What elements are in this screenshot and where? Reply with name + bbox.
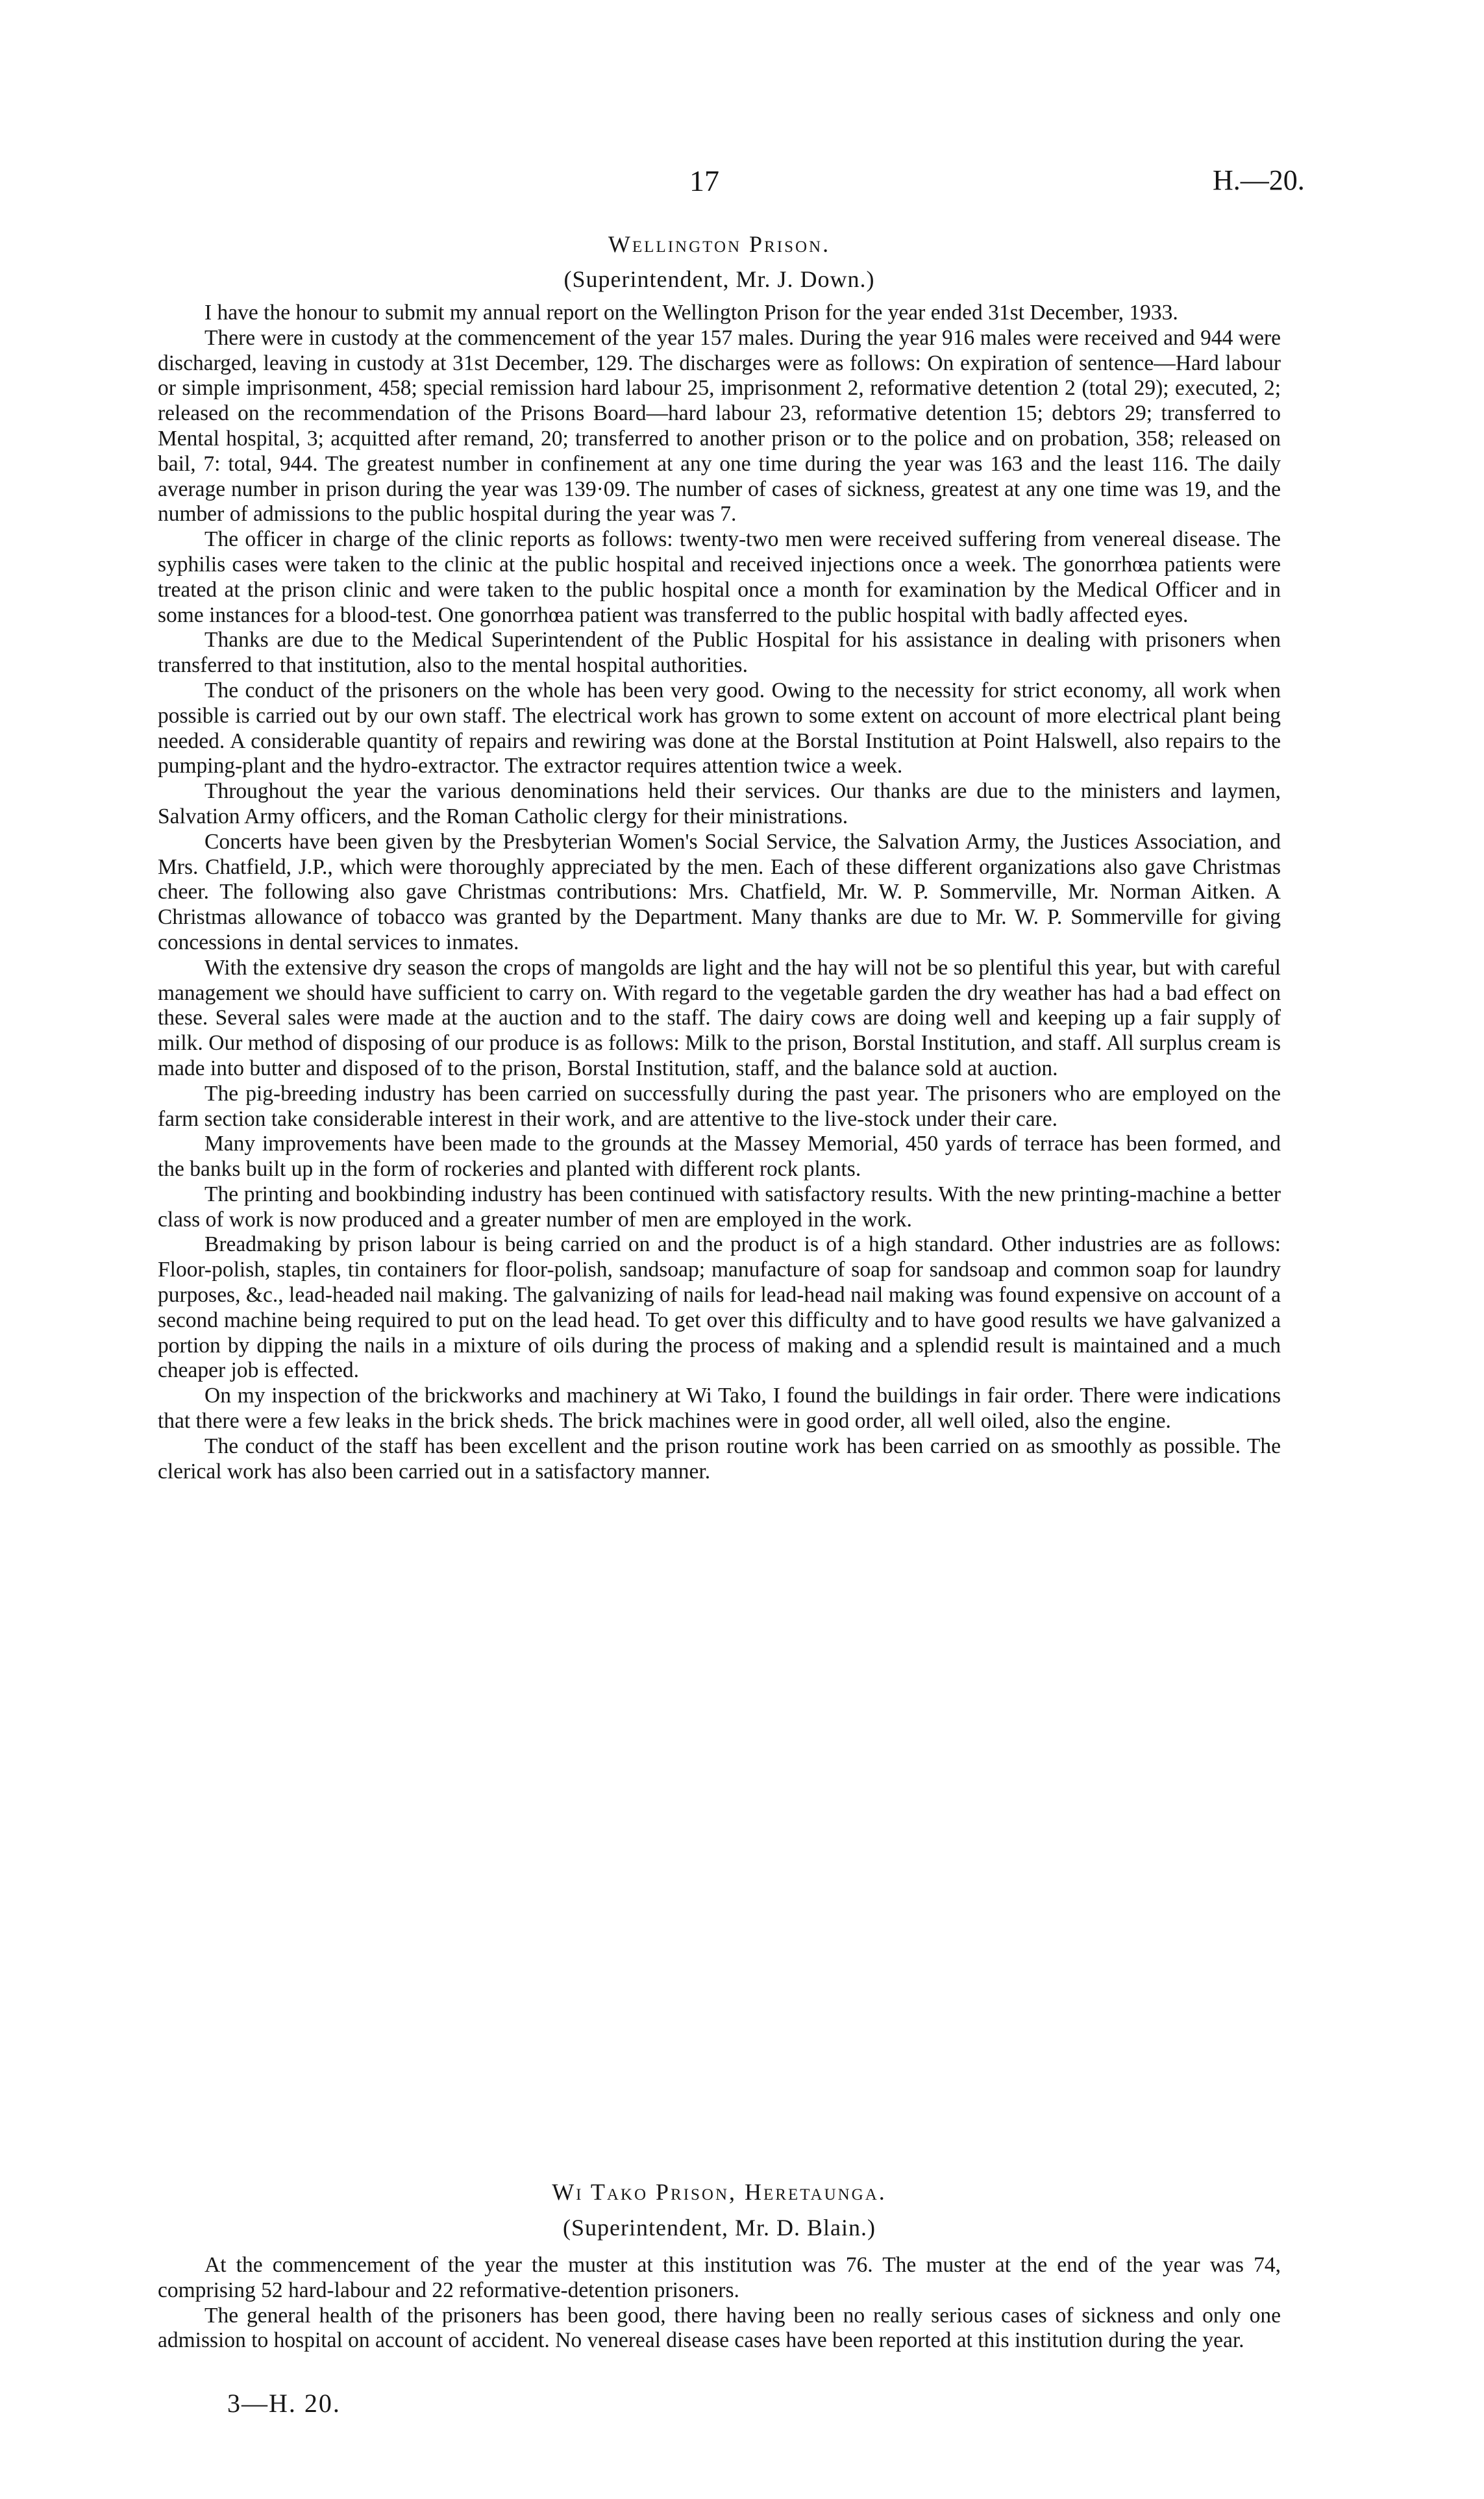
paragraph: The conduct of the prisoners on the whole has been very good. Owing to the necessity for strict economy, all work when possible is carried out by our own staff. The electrical work has grown to some extent on account of more electrical plant being needed. A considerable quantity of repairs and rewiring was done at the Borstal Institution at Point Halswell, also repairs to the pumping-plant and the hydro-extractor. The extractor requires attention twice a week. [158,678,1281,778]
paragraph: Thanks are due to the Medical Superintendent of the Public Hospital for his assistance in dealing with prisoners when transferred to that institution, also to the mental hospital authorities. [158,628,1281,678]
paragraph: I have the honour to submit my annual report on the Wellington Prison for the year ended 31st December, 1933. [204,301,1178,325]
section-title-witako: Wi Tako Prison, Heretaunga. [552,2179,887,2205]
paragraph: On my inspection of the brickworks and machinery at Wi Tako, I found the buildings in fair order. There were indications that there were a few leaks in the brick sheds. The brick machines were in good order, all well oiled, also the engine. [158,1384,1281,1434]
page-number: 17 [689,164,719,197]
signature-reference: 3—H. 20. [227,2389,341,2418]
paragraph: Concerts have been given by the Presbyterian Women's Social Service, the Salvation Army, the Justices Association, and Mrs. Chatfield, J.P., which were thoroughly appreciated by the men. Each of these different organizations also gave Christmas cheer. The following also gave Christmas contributions: Mrs. Chatfield, Mr. W. P. Sommerville, Mr. Norman Aitken. A Christmas allowance of tobacco was granted by the Department. Many thanks are due to Mr. W. P. Sommerville for giving concessions in dental services to inmates. [158,829,1281,954]
report-code: H.—20. [1213,164,1305,196]
witako-report-body [158,2253,1281,2354]
section-title-wellington: Wellington Prison. [608,231,831,257]
wellington-report-body [158,301,1281,1484]
superintendent-witako: (Superintendent, Mr. D. Blain.) [563,2215,876,2241]
paragraph: The officer in charge of the clinic reports as follows: twenty-two men were received suffering from venereal disease. The syphilis cases were taken to the clinic at the public hospital and received injections once a week. The gonorrhœa patients were treated at the prison clinic and were taken to the public hospital once a month for examination by the Medical Officer and in some instances for a blood-test. One gonorrhœa patient was transferred to the public hospital with badly affected eyes. [158,527,1281,627]
paragraph: At the commencement of the year the muster at this institution was 76. The muster at the end of the year was 74, comprising 52 hard-labour and 22 reformative-detention prisoners. [158,2253,1281,2302]
paragraph: Many improvements have been made to the grounds at the Massey Memorial, 450 yards of terrace has been formed, and the banks built up in the form of rockeries and planted with different rock plants. [158,1132,1281,1182]
paragraph: Breadmaking by prison labour is being carried on and the product is of a high standard. Other industries are as follows: Floor-polish, staples, tin containers for floor-polish, sandsoap; manufacture of soap for sandsoap and common soap for laundry purposes, &c., lead-headed nail making. The galvanizing of nails for lead-head nail making was found expensive on account of a second machine being required to put on the lead head. To get over this difficulty and to have good results we have galvanized a portion by dipping the nails in a mixture of oils during the process of making and a splendid result is maintained and a much cheaper job is effected. [158,1232,1281,1383]
paragraph: The conduct of the staff has been excellent and the prison routine work has been carried on as smoothly as possible. The clerical work has also been carried out in a satisfactory manner. [158,1434,1281,1484]
paragraph: There were in custody at the commencement of the year 157 males. During the year 916 males were received and 944 were discharged, leaving in custody at 31st December, 129. The discharges were as follows: On expiration of sentence—Hard labour or simple imprisonment, 458; special remission hard labour 25, imprisonment 2, reformative detention 2 (total 29); executed, 2; released on the recommendation of the Prisons Board—hard labour 23, reformative detention 15; debtors 29; transferred to Mental hospital, 3; acquitted after remand, 20; transferred to another prison or to the police and on probation, 358; released on bail, 7: total, 944. The greatest number in confinement at any one time during the year was 163 and the least 116. The daily average number in prison during the year was 139·09. The number of cases of sickness, greatest at any one time was 19, and the number of admissions to the public hospital during the year was 7. [158,325,1281,527]
paragraph: With the extensive dry season the crops of mangolds are light and the hay will not be so plentiful this year, but with careful management we should have sufficient to carry on. With regard to the vegetable garden the dry weather has had a bad effect on these. Several sales were made at the auction and to the staff. The dairy cows are doing well and keeping up a fair supply of milk. Our method of disposing of our produce is as follows: Milk to the prison, Borstal Institution, and staff. All surplus cream is made into butter and disposed of to the prison, Borstal Institution, staff, and the balance sold at auction. [158,955,1281,1080]
superintendent-wellington: (Superintendent, Mr. J. Down.) [563,266,875,292]
paragraph: The general health of the prisoners has been good, there having been no really serious cases of sickness and only one admission to hospital on account of accident. No venereal disease cases have been reported at this institution during the year. [158,2303,1281,2353]
paragraph: The printing and bookbinding industry has been continued with satisfactory results. With the new printing-machine a better class of work is now produced and a greater number of men are employed in the work. [158,1182,1281,1232]
paragraph: The pig-breeding industry has been carried on successfully during the past year. The prisoners who are employed on the farm section take considerable interest in their work, and are attentive to the live-stock under their care. [158,1081,1281,1131]
paragraph: Throughout the year the various denominations held their services. Our thanks are due to the ministers and laymen, Salvation Army officers, and the Roman Catholic clergy for their ministrations. [158,779,1281,828]
